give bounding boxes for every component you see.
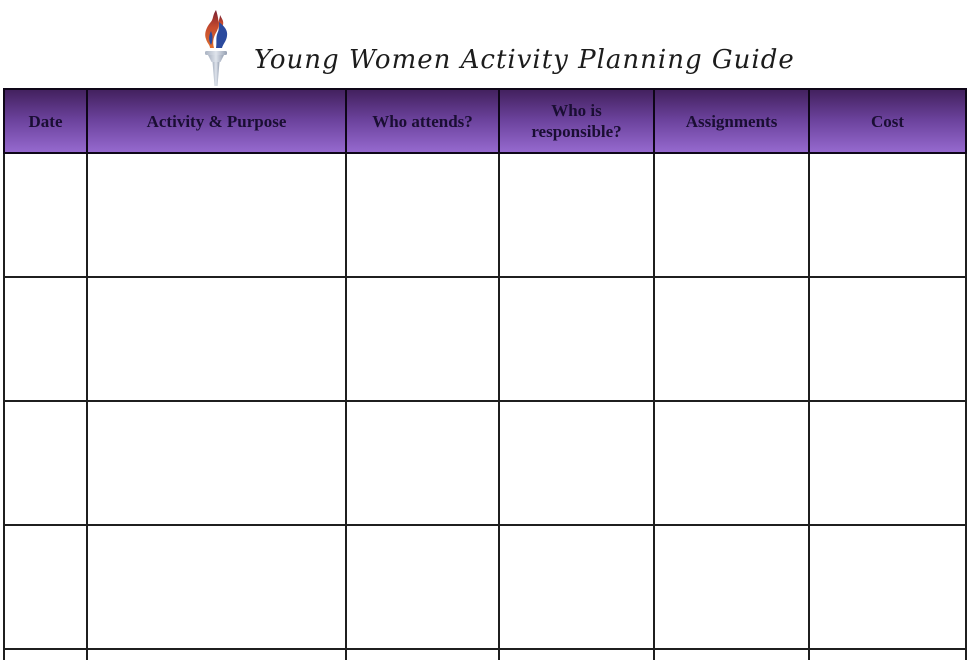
table-cell-attends <box>346 153 499 277</box>
table-cell-date <box>4 401 87 525</box>
column-header-responsible: Who is responsible? <box>499 89 654 153</box>
page-title: Young Women Activity Planning Guide <box>254 45 795 75</box>
table-cell-activity <box>87 153 346 277</box>
table-cell-activity <box>87 525 346 649</box>
table-cell-cost <box>809 401 966 525</box>
torch-stem <box>213 62 220 86</box>
table-cell-activity <box>87 277 346 401</box>
table-cell-date <box>4 277 87 401</box>
table-cell-responsible <box>499 277 654 401</box>
activity-planning-table <box>3 88 967 660</box>
table-cell-assignments <box>654 153 809 277</box>
table-cell-date <box>4 153 87 277</box>
table-cell-date <box>4 525 87 649</box>
young-women-torch-icon <box>198 9 234 87</box>
table-row <box>4 153 966 277</box>
table-row <box>4 401 966 525</box>
torch-cup <box>208 55 224 62</box>
table-cell-date <box>4 649 87 660</box>
table-cell-assignments <box>654 649 809 660</box>
column-header-date: Date <box>4 89 87 153</box>
table-cell-responsible <box>499 153 654 277</box>
table-cell-assignments <box>654 277 809 401</box>
table-cell-attends <box>346 277 499 401</box>
torch-rim <box>205 51 227 55</box>
table-cell-responsible <box>499 649 654 660</box>
column-header-assignments: Assignments <box>654 89 809 153</box>
table-row <box>4 649 966 660</box>
table-cell-attends <box>346 649 499 660</box>
column-header-activity: Activity & Purpose <box>87 89 346 153</box>
table-cell-assignments <box>654 525 809 649</box>
table-cell-activity <box>87 649 346 660</box>
table-cell-assignments <box>654 401 809 525</box>
document-header <box>0 0 969 88</box>
table-cell-cost <box>809 153 966 277</box>
table-row <box>4 525 966 649</box>
table-cell-responsible <box>499 525 654 649</box>
table-cell-cost <box>809 277 966 401</box>
table-cell-activity <box>87 401 346 525</box>
column-header-cost: Cost <box>809 89 966 153</box>
planning-table-body <box>4 153 966 660</box>
column-header-attends: Who attends? <box>346 89 499 153</box>
table-cell-cost <box>809 649 966 660</box>
table-cell-attends <box>346 525 499 649</box>
table-cell-cost <box>809 525 966 649</box>
planning-table-head-row <box>4 89 966 153</box>
table-row <box>4 277 966 401</box>
table-cell-responsible <box>499 401 654 525</box>
table-cell-attends <box>346 401 499 525</box>
